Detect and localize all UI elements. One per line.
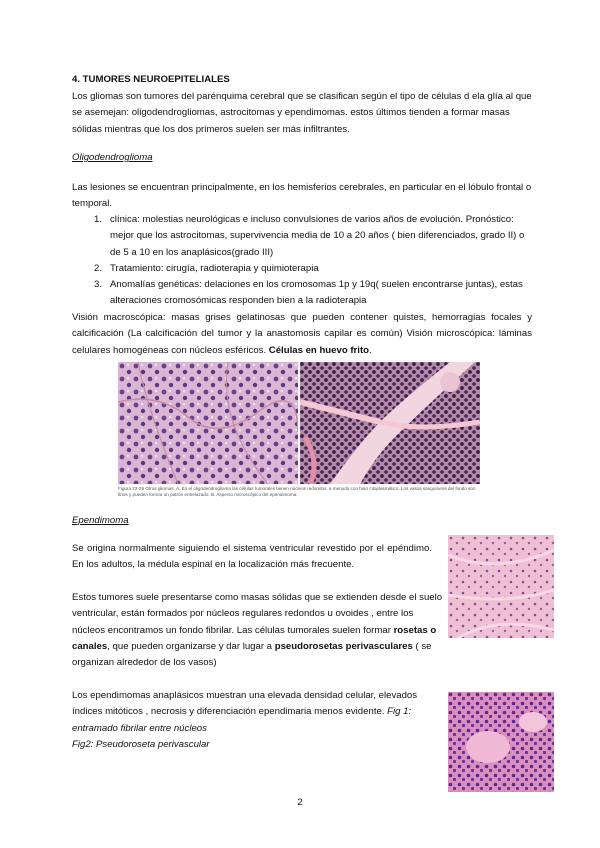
list-item (94, 212, 532, 261)
oligodendroglioma-micrograph (118, 362, 298, 484)
vision-bold: Células en huevo frito (268, 344, 370, 356)
p2-bold-pseudorosetas: pseudorosetas perivasculares (274, 640, 413, 652)
perivascular-pseudorosette-micrograph (448, 692, 554, 792)
oligodendroglioma-intro: Las lesiones se encuentran principalmente, en los hemisferios cerebrales, en particular en el lóbulo frontal o temporal. (72, 182, 532, 210)
p2-text-a: Estos tumores suele presentarse como masas sólidas que se extienden desde el suelo ventricular, están formados por núcleos regulares redondos u ovoides , entre los núcleos encontramos un fondo fibrilar. Las células tumorales suelen formar (72, 592, 443, 636)
ependymoma-micrograph (300, 362, 480, 484)
p3-text: Los ependimomas anaplásicos muestran una elevada densidad celular, elevados índices mitóticos , necrosis y diferenciación ependimaria menos evidente. (72, 690, 418, 718)
figure-caption: Figura 22-29 Otros gliomas. A. En el oligodendroglioma las células tumorales tienen núcleos redondos, a menudo con halo citoplasmático. Los vasos sanguíneos del fondo son finos y pueden formar un patrón entrelazado. B. Aspecto microscópico del ependimoma. (118, 486, 476, 497)
list-item-number: 1. (94, 214, 103, 225)
intro-paragraph: Los gliomas son tumores del parénquima cerebral que se clasifican según el tipo de células d ela glía al que se asemejan: oligodendrogliomas, astrocitomas y ependimomas. estos últimos tienden a formar masas sólidas mientras que los dos primeros suelen ser más infiltrantes. (72, 91, 532, 135)
oligodendroglioma-heading: Oligodendroglioma (72, 152, 153, 163)
ependimoma-paragraph-2 (72, 590, 447, 671)
list-item-number: 3. (94, 279, 103, 291)
list-item (94, 277, 532, 310)
fibrillar-micrograph (448, 535, 554, 638)
vision-text: Visión macroscópica: masas grises gelatinosas que pueden contener quistes, hemorragias focales y calcificación (La calcificación del tumor y la anastomosis capilar es común) Visión microscópica: láminas celulares homogéneas con núcleos esféricos. (72, 312, 532, 356)
list-item-text: Anomalías genéticas: delaciones en los cromosomas 1p y 19q( suelen encontrarse juntas), estas alteraciones cromosómicas responden bien a la radioterapia (110, 279, 523, 307)
p3-fig2: Fig2: Pseudoroseta perivascular (72, 738, 210, 750)
list-item (94, 261, 532, 277)
p2-text-b: , que pueden organizarse y dar lugar a (107, 640, 275, 652)
ependimoma-heading: Ependimoma (72, 515, 129, 526)
list-item-text: Tratamiento: cirugía, radioterapia y quimioterapia (110, 262, 319, 274)
vision-end: . (369, 344, 372, 356)
p2-text-c: ( se organizan alrededor de los vasos) (72, 640, 432, 669)
ependimoma-paragraph-1: Se origina normalmente siguiendo el sistema ventricular revestido por el epéndimo. En los adultos, la médula espinal en la localización más frecuente. (72, 543, 432, 571)
section-title: 4. TUMORES NEUROEPITELIALES (72, 74, 230, 85)
page-number: 2 (297, 797, 303, 808)
list-item-number: 2. (94, 262, 103, 274)
p3-fig1: Fig 1: entramado fibrilar entre núcleos (72, 706, 412, 734)
vision-paragraph (72, 310, 532, 359)
list-item-text: clínica: molestias neurológicas e incluso convulsiones de varios años de evolución. Pronóstico: mejor que los astrocitomas, supervivencia media de 10 a 20 años ( bien diferenciados, grado II) o de 5 a 10 en los anaplásicos(grado III) (110, 214, 525, 258)
p2-bold-rosetas: rosetas o canales (72, 624, 437, 652)
ependimoma-paragraph-3 (72, 688, 444, 753)
oligodendroglioma-list (94, 212, 532, 310)
